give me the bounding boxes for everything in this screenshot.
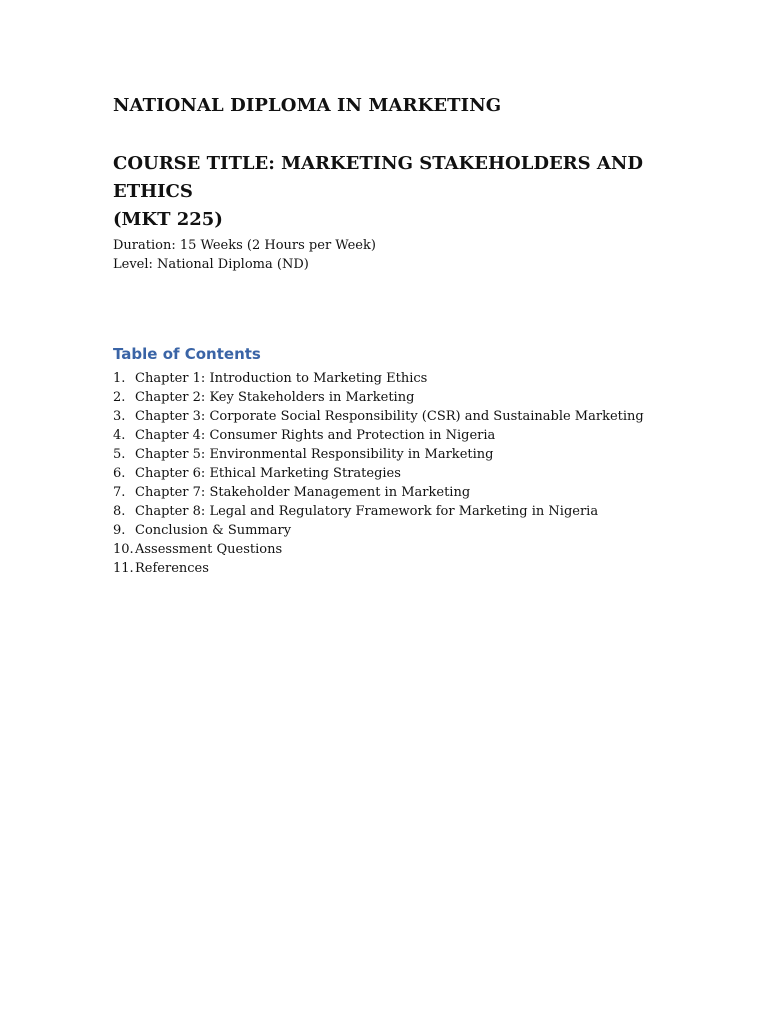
toc-item-label: Conclusion & Summary	[135, 523, 292, 538]
toc-item-label: Chapter 5: Environmental Responsibility in Marketing	[135, 447, 494, 462]
toc-item-number: 10.	[113, 542, 134, 557]
toc-item-number: 3.	[113, 409, 126, 424]
course-meta	[113, 236, 376, 274]
toc-item	[113, 426, 644, 445]
toc-item	[113, 464, 644, 483]
duration-text: Duration: 15 Weeks (2 Hours per Week)	[113, 238, 376, 253]
toc-item-label: Chapter 4: Consumer Rights and Protection in Nigeria	[135, 428, 496, 443]
toc-item-number: 5.	[113, 447, 126, 462]
toc-item-number: 6.	[113, 466, 126, 481]
toc-item-label: Chapter 1: Introduction to Marketing Ethics	[135, 371, 428, 386]
toc-list	[113, 369, 644, 578]
toc-item-number: 7.	[113, 485, 126, 500]
toc-item-label: References	[135, 561, 209, 576]
document-title: NATIONAL DIPLOMA IN MARKETING	[113, 95, 502, 116]
toc-item-label: Chapter 8: Legal and Regulatory Framework for Marketing in Nigeria	[135, 504, 599, 519]
toc-item	[113, 540, 644, 559]
toc-item	[113, 559, 644, 578]
course-title-line1: COURSE TITLE: MARKETING STAKEHOLDERS AND ETHICS	[113, 153, 643, 202]
toc-item	[113, 502, 644, 521]
toc-item-label: Chapter 6: Ethical Marketing Strategies	[135, 466, 401, 481]
toc-item	[113, 388, 644, 407]
toc-item-number: 4.	[113, 428, 126, 443]
course-title	[113, 150, 713, 234]
toc-item-label: Assessment Questions	[135, 542, 283, 557]
toc-item-number: 11.	[113, 561, 134, 576]
toc-item	[113, 369, 644, 388]
toc-item-number: 2.	[113, 390, 126, 405]
toc-heading: Table of Contents	[113, 345, 261, 363]
toc-item-label: Chapter 7: Stakeholder Management in Marketing	[135, 485, 471, 500]
toc-item-number: 9.	[113, 523, 126, 538]
toc-item-number: 8.	[113, 504, 126, 519]
toc-item-label: Chapter 2: Key Stakeholders in Marketing	[135, 390, 415, 405]
toc-item	[113, 445, 644, 464]
toc-item	[113, 483, 644, 502]
toc-item	[113, 407, 644, 426]
toc-item-number: 1.	[113, 371, 126, 386]
level-text: Level: National Diploma (ND)	[113, 257, 309, 272]
toc-item	[113, 521, 644, 540]
toc-item-label: Chapter 3: Corporate Social Responsibility (CSR) and Sustainable Marketing	[135, 409, 644, 424]
course-title-line2: (MKT 225)	[113, 209, 223, 230]
